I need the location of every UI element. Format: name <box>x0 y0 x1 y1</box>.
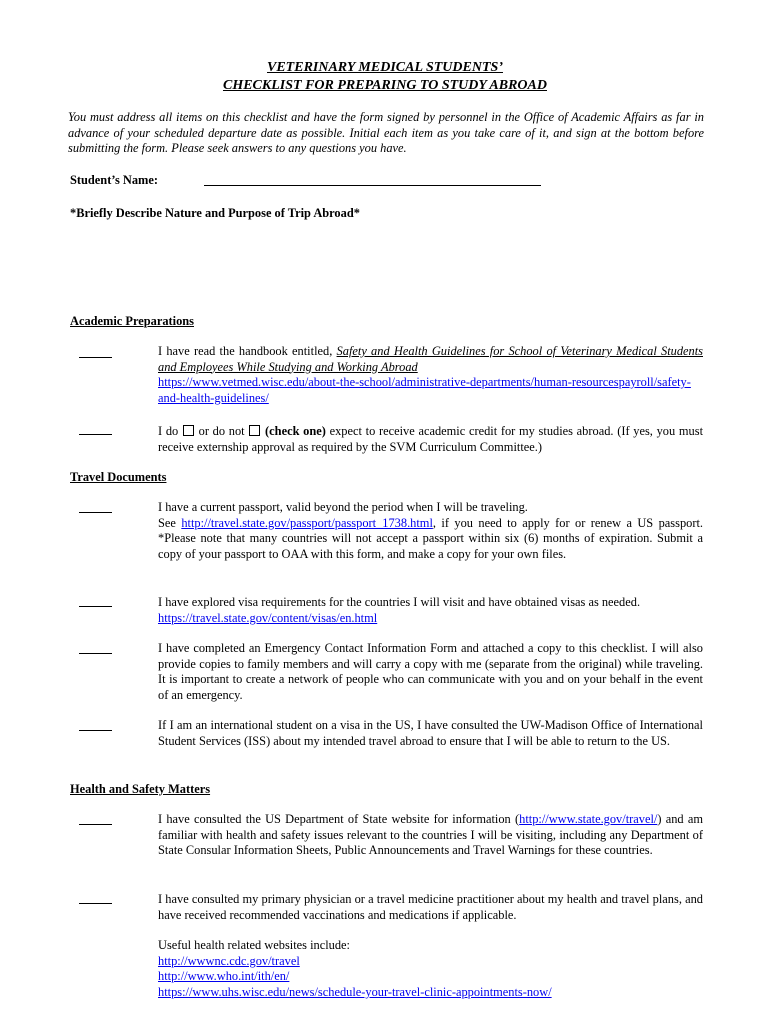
passport-see: See <box>158 515 182 530</box>
trip-description-label: *Briefly Describe Nature and Purpose of Trip Abroad* <box>70 206 360 220</box>
handbook-title: Safety and Health Guidelines for School of Veterinary Medical Students and Employees While Studying and Working Abroad <box>158 344 703 374</box>
visa-text: I have explored visa requirements for the countries I will visit and have obtained visas as needed. <box>158 595 641 609</box>
item-physician: I have consulted my primary physician or a travel medicine practitioner about my health and travel plans, and have received recommended vaccinations and medications if applicable. <box>158 892 703 922</box>
item-academic-credit <box>158 424 703 455</box>
useful-websites-label: Useful health related websites include: <box>158 938 350 952</box>
initial-blank-state-dept[interactable] <box>79 824 112 825</box>
title-line-2: CHECKLIST FOR PREPARING TO STUDY ABROAD <box>222 78 547 93</box>
item-international-student: If I am an international student on a visa in the US, I have consulted the UW-Madison Office of International Student Services (ISS) about my intended travel abroad to ensure that I will be able to return to the US. <box>158 718 703 748</box>
who-ith-link[interactable]: http://www.who.int/ith/en/ <box>158 969 290 984</box>
item-handbook <box>158 344 703 406</box>
initial-blank-international[interactable] <box>79 730 112 731</box>
passport-text: , if you need to apply for or renew a US passport. *Please note that many countries will not accept a passport within six (6) months of expiration. Submit a copy of your passport to OAA with this form, and make a copy for your own files. <box>158 515 703 561</box>
handbook-text: I have read the handbook entitled, <box>158 344 337 358</box>
section-travel-documents: Travel Documents <box>70 470 167 484</box>
initial-blank-visa[interactable] <box>79 606 112 607</box>
section-academic-preparations: Academic Preparations <box>70 314 194 328</box>
credit-text-post: expect to receive academic credit for my studies abroad. (If yes, you must receive externship approval as required by the SVM Curriculum Committee.) <box>158 424 704 454</box>
item-visa <box>158 595 703 626</box>
uhs-travel-clinic-link[interactable]: https://www.uhs.wisc.edu/news/schedule-your-travel-clinic-appointments-now/ <box>158 984 552 999</box>
item-emergency-contact: I have completed an Emergency Contact Information Form and attached a copy to this checklist. I will also provide copies to family members and will carry a copy with me (separate from the original) while traveling. It is important to create a network of people who can communicate with you and on your behalf in the event of an emergency. <box>158 641 703 702</box>
initial-blank-handbook[interactable] <box>79 357 112 358</box>
checkbox-do-not[interactable] <box>249 425 260 436</box>
intro-paragraph: You must address all items on this checklist and have the form signed by personnel in the Office of Academic Affairs as far in advance of your scheduled departure date as possible. Initial each item as you take care of it, and sign at the bottom before submitting the form. Please seek answers to any questions you have. <box>68 110 704 156</box>
checkbox-do[interactable] <box>183 425 194 436</box>
passport-link[interactable]: http://travel.state.gov/passport/passport_1738.html <box>181 515 433 530</box>
credit-check-one: (check one) <box>265 424 326 438</box>
useful-websites <box>158 938 703 1000</box>
credit-text-mid: or do not <box>194 424 249 438</box>
state-dept-link[interactable]: http://www.state.gov/travel/ <box>519 812 658 826</box>
handbook-link[interactable]: https://www.vetmed.wisc.edu/about-the-school/administrative-departments/human-resourcespayroll/safety-and-health-guidelines/ <box>158 375 691 405</box>
passport-line-1: I have a current passport, valid beyond the period when I will be traveling. <box>158 500 528 514</box>
item-passport <box>158 500 703 562</box>
student-name-field[interactable] <box>204 185 541 186</box>
credit-text-pre: I do <box>158 424 182 438</box>
section-health-safety: Health and Safety Matters <box>70 782 211 796</box>
state-dept-text-post: ) and am familiar with health and safety issues relevant to the countries I will be visiting, including any Department of State Consular Information Sheets, Public Announcements and Travel Warnings for these countries. <box>158 812 703 858</box>
student-name-label: Student’s Name: <box>70 173 158 187</box>
item-state-department <box>158 812 703 859</box>
cdc-travel-link[interactable]: http://wwwnc.cdc.gov/travel <box>158 953 300 968</box>
initial-blank-emergency[interactable] <box>79 653 112 654</box>
initial-blank-physician[interactable] <box>79 903 112 904</box>
initial-blank-credit[interactable] <box>79 434 112 435</box>
trip-description-field[interactable] <box>70 225 702 310</box>
visa-link[interactable]: https://travel.state.gov/content/visas/en.html <box>158 610 378 625</box>
initial-blank-passport[interactable] <box>79 512 112 513</box>
state-dept-text-pre: I have consulted the US Department of State website for information ( <box>158 812 520 826</box>
title-line-1: VETERINARY MEDICAL STUDENTS’ <box>267 60 503 75</box>
